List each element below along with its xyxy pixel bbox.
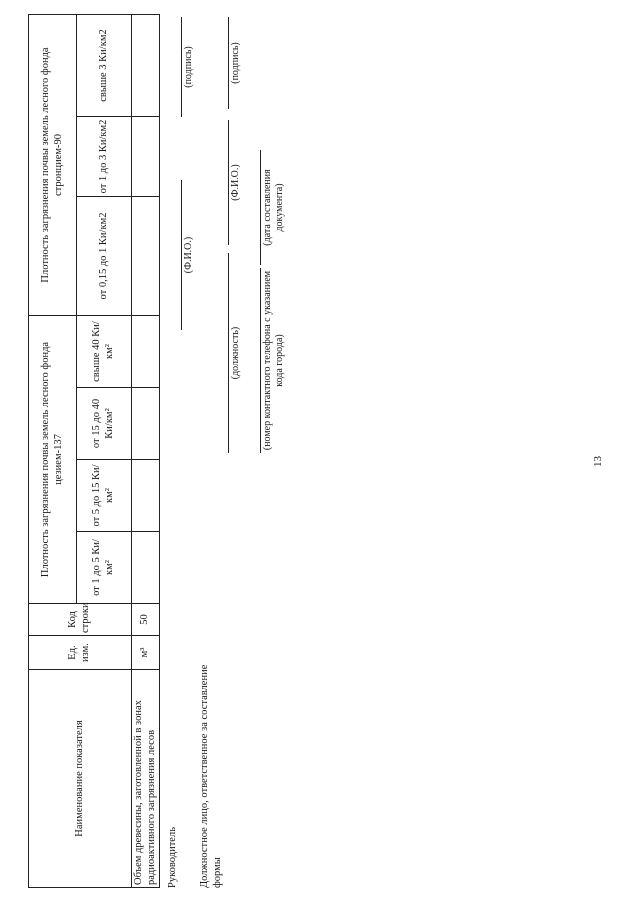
header-cesium-group: Плотность загрязнения почвы земель лесного фонда цезием-137: [29, 316, 77, 604]
header-cs-range-4: свыше 40 Ки/км²: [77, 316, 132, 388]
cell-sr-3[interactable]: [132, 15, 160, 117]
cell-cs-3[interactable]: [132, 388, 160, 460]
cell-cs-2[interactable]: [132, 460, 160, 532]
head-fio-caption: (Ф.И.О.): [183, 236, 194, 274]
head-signature-caption: (подпись): [183, 46, 194, 88]
resp-fio-caption: (Ф.И.О.): [230, 164, 241, 201]
cell-cs-1[interactable]: [132, 532, 160, 604]
header-cs-range-2: от 5 до 15 Ки/км²: [77, 460, 132, 532]
row-code: 50: [132, 604, 160, 636]
phone-caption: (номер контактного телефона с указанием кода города): [262, 270, 285, 451]
row-name: Объем древесины, заготовленной в зонах радиоактивного загрязнения лесов: [132, 670, 160, 888]
phone-line[interactable]: [260, 268, 261, 453]
head-fio-line[interactable]: [181, 180, 182, 330]
resp-signature-caption: (подпись): [230, 42, 241, 84]
resp-fio-line[interactable]: [228, 120, 229, 245]
header-code: Код строки: [29, 604, 132, 636]
resp-signature-line[interactable]: [228, 17, 229, 109]
header-name: Наименование показателя: [29, 670, 132, 888]
header-unit: Ед. изм.: [29, 636, 132, 670]
head-signature-line[interactable]: [181, 17, 182, 117]
head-label: Руководитель: [167, 827, 178, 888]
header-strontium-group: Плотность загрязнения почвы земель лесного фонда стронцием-90: [29, 15, 77, 316]
header-cs-range-3: от 15 до 40 Ки/км²: [77, 388, 132, 460]
header-sr-range-3: свыше 3 Ки/км2: [77, 15, 132, 117]
position-caption: (должность): [230, 326, 241, 380]
responsible-label: Должностное лицо, ответственное за составление формы: [199, 664, 223, 888]
cell-sr-2[interactable]: [132, 117, 160, 197]
header-sr-range-1: от 0,15 до 1 Ки/км2: [77, 197, 132, 316]
header-cs-range-1: от 1 до 5 Ки/км²: [77, 532, 132, 604]
cell-sr-1[interactable]: [132, 197, 160, 316]
date-line[interactable]: [260, 150, 261, 265]
page-number: 13: [592, 456, 604, 467]
row-unit: м³: [132, 636, 160, 670]
position-line[interactable]: [228, 253, 229, 453]
header-sr-range-2: от 1 до 3 Ки/км2: [77, 117, 132, 197]
report-form-table: [28, 14, 160, 888]
cell-cs-4[interactable]: [132, 316, 160, 388]
date-caption: (дата составления документа): [262, 169, 285, 246]
